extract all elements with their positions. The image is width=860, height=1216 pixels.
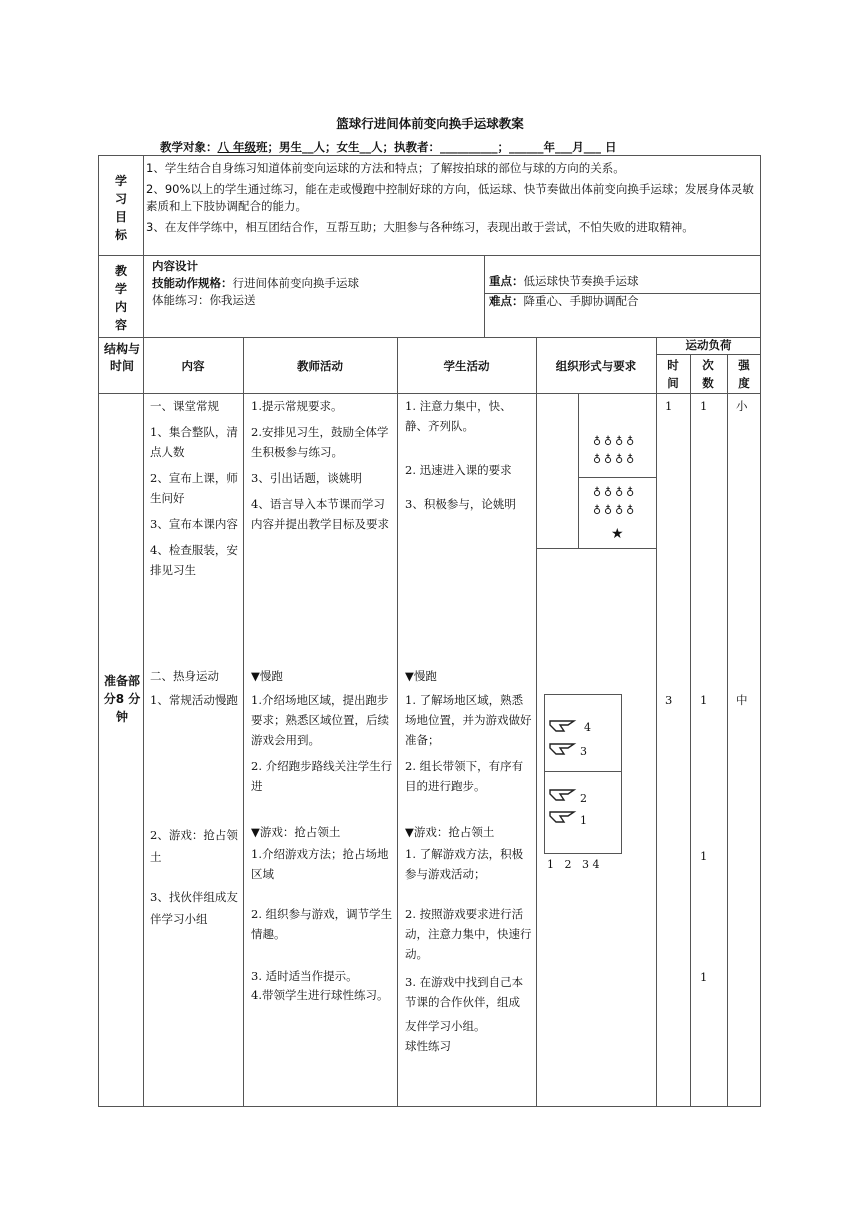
warmup-teacher-jog <box>251 666 393 796</box>
formation-frame <box>578 477 656 478</box>
table-border-top <box>98 155 761 156</box>
warmup-intensity: 中 <box>736 693 748 707</box>
goal-item: 2、90%以上的学生通过练习，能在走或慢跑中控制好球的方向，低运球、快节奏做出体前变向换手运球；发展身体灵敏素质和上下肢协调配合的能力。 <box>146 182 754 213</box>
row-divider <box>98 255 761 256</box>
warmup-content-a <box>150 666 242 710</box>
warmup-student-jog <box>405 666 533 796</box>
routine-student-item: 1. 注意力集中，快、静、齐列队。 <box>405 399 512 433</box>
warmup-student-item: 友伴学习小组。 <box>405 1019 486 1033</box>
subtitle-rest: 班；男生__人；女生__人；执教者：__________；______年___月___ 日 <box>256 140 617 154</box>
goals-list <box>146 160 754 236</box>
warmup-student-item: 球性练习 <box>405 1039 451 1053</box>
col-divider <box>243 337 244 1107</box>
col-divider <box>656 337 657 1107</box>
formation-row: ♁♁♁♁ <box>593 504 638 517</box>
hand-pointer-icon <box>548 718 578 734</box>
teacher-header: 教师活动 <box>297 359 343 373</box>
warmup-content-b <box>150 824 242 930</box>
routine-content-item: 1、集合整队，清点人数 <box>150 425 238 459</box>
warmup-student-item: 2. 组长带领下，有序有目的进行跑步。 <box>405 759 524 793</box>
routine-content-item: 3、宣布本课内容 <box>150 517 238 531</box>
warmup-time: 3 <box>665 693 673 707</box>
table-border-right <box>760 155 761 1107</box>
warmup-count: 1 <box>700 970 708 984</box>
org-header: 组织形式与要求 <box>555 359 637 373</box>
document-subtitle <box>160 139 617 155</box>
content-header: 内容 <box>181 359 205 373</box>
col-divider <box>536 337 537 1107</box>
formation-group-b <box>593 484 637 520</box>
load-header: 运动负荷 <box>685 338 732 352</box>
content-label: 教学内容 <box>114 264 127 332</box>
col-divider <box>727 354 728 1107</box>
warmup-teacher-item: 1.介绍场地区域，提出跑步要求；熟悉区域位置，后续游戏会用到。 <box>251 693 389 747</box>
time-header: 时间 <box>667 358 679 390</box>
warmup-content-item: 1、常规活动慢跑 <box>150 693 238 707</box>
fitness-line: 体能练习：你我运送 <box>152 293 256 307</box>
warmup-content-item: 3、找伙伴组成友伴学习小组 <box>150 890 238 926</box>
routine-teacher-item: 3、引出话题，谈姚明 <box>251 471 362 485</box>
key-value: 低运球快节奏换手运球 <box>523 274 639 288</box>
formation-row: ♁♁♁♁ <box>593 435 638 448</box>
routine-time: 1 <box>665 399 673 413</box>
section-label: 准备部分8 分钟 <box>103 674 141 724</box>
skill-value: 行进间体前变向换手运球 <box>232 276 359 290</box>
warmup-content-item: 二、热身运动 <box>150 669 219 683</box>
warmup-teacher-item: 3. 适时适当作提示。 <box>251 969 358 983</box>
routine-student-item: 3、积极参与，论姚明 <box>405 497 516 511</box>
formation-row: ♁♁♁♁ <box>593 453 638 466</box>
row-divider <box>98 393 761 394</box>
routine-teacher-item: 1.提示常规要求。 <box>251 399 343 413</box>
routine-teacher <box>251 396 393 540</box>
count-header: 次数 <box>702 358 714 390</box>
table-border-left <box>98 155 99 1107</box>
col-divider <box>690 354 691 1107</box>
field-label: 3 <box>580 745 587 758</box>
field-divider <box>544 771 622 772</box>
warmup-student-item: 3. 在游戏中找到自己本节课的合作伙伴，组成 <box>405 975 524 1009</box>
org-divider <box>536 548 656 549</box>
key-label: 重点： <box>489 274 524 288</box>
key-point <box>489 273 757 290</box>
skill-label: 技能动作规格： <box>152 276 233 290</box>
diff-label: 难点： <box>489 294 524 308</box>
goals-label: 学习目标 <box>114 174 127 242</box>
routine-content <box>150 396 240 586</box>
hand-pointer-icon <box>548 809 578 825</box>
warmup-content-item: 2、游戏：抢占领土 <box>150 828 238 864</box>
skill-line <box>152 275 482 292</box>
warmup-student-item: ▼游戏：抢占领土 <box>405 825 495 839</box>
warmup-teacher-item: 4.带领学生进行球性练习。 <box>251 988 389 1002</box>
routine-intensity: 小 <box>736 399 748 413</box>
warmup-student-item: 1. 了解场地区域，熟悉场地位置，并为游戏做好准备； <box>405 693 532 747</box>
difficulty-point <box>489 293 757 310</box>
content-design <box>152 258 482 309</box>
document-title: 篮球行进间体前变向换手运球教案 <box>336 116 524 131</box>
intensity-header: 强度 <box>738 358 750 390</box>
routine-student <box>405 396 533 514</box>
formation-frame <box>578 393 579 548</box>
subtitle-grade: 八 年级 <box>217 140 257 154</box>
warmup-student-item: ▼慢跑 <box>405 669 437 683</box>
routine-student-item: 2. 迅速进入课的要求 <box>405 463 512 477</box>
goal-item: 3、在友伴学练中，相互团结合作，互帮互助；大胆参与各种练习，表现出敢于尝试，不怕失败的进取精神。 <box>146 220 694 234</box>
table-border-bottom <box>98 1106 761 1107</box>
routine-teacher-item: 2.安排见习生，鼓励全体学生积极参与练习。 <box>251 425 389 459</box>
routine-content-item: 2、宣布上课，师生问好 <box>150 471 238 505</box>
warmup-teacher-item: ▼慢跑 <box>251 669 283 683</box>
goal-item: 1、学生结合自身练习知道体前变向运球的方法和特点；了解按拍球的部位与球的方向的关系。 <box>146 161 625 175</box>
col-divider <box>484 255 485 337</box>
warmup-teacher-item: 2. 组织参与游戏，调节学生情趣。 <box>251 907 393 941</box>
col-divider <box>397 337 398 1107</box>
warmup-teacher-item: ▼游戏：抢占领土 <box>251 825 341 839</box>
field-label: 1 <box>580 814 587 827</box>
warmup-student-game <box>405 822 533 1056</box>
structure-header: 结构与时间 <box>104 342 141 373</box>
subtitle-prefix: 教学对象： <box>160 140 218 154</box>
warmup-teacher-item: 2. 介绍跑步路线关注学生行进 <box>251 759 393 793</box>
warmup-teacher-item: 1.介绍游戏方法；抢占场地区域 <box>251 847 389 881</box>
teacher-star-icon: ★ <box>611 526 624 542</box>
formation-row: ♁♁♁♁ <box>593 486 638 499</box>
routine-count: 1 <box>700 399 708 413</box>
field-label: 4 <box>584 721 591 734</box>
routine-content-item: 4、检查服装，安排见习生 <box>150 543 238 577</box>
warmup-count: 1 <box>700 849 708 863</box>
warmup-student-item: 2. 按照游戏要求进行活动，注意力集中，快速行动。 <box>405 907 532 961</box>
diff-value: 降重心、手脚协调配合 <box>523 294 639 308</box>
formation-group-a <box>593 433 637 469</box>
routine-content-item: 一、课堂常规 <box>150 399 219 413</box>
field-axis: 1 2 3 4 <box>547 858 600 871</box>
design-heading: 内容设计 <box>152 259 198 273</box>
warmup-student-item: 1. 了解游戏方法，积极参与游戏活动； <box>405 847 524 881</box>
warmup-teacher-game <box>251 822 393 1004</box>
hand-pointer-icon <box>548 741 578 757</box>
warmup-count: 1 <box>700 693 708 707</box>
hand-pointer-icon <box>548 787 578 803</box>
field-label: 2 <box>580 792 587 805</box>
student-header: 学生活动 <box>443 359 490 373</box>
routine-teacher-item: 4、语言导入本节课而学习内容并提出教学目标及要求 <box>251 497 389 531</box>
col-divider <box>143 155 144 1107</box>
